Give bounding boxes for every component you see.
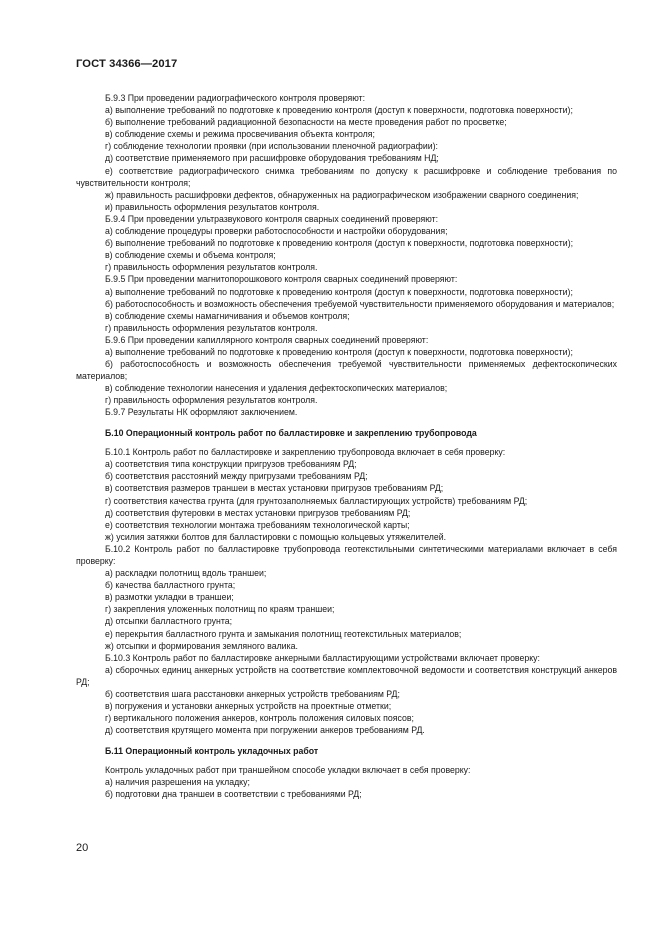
paragraph: г) соблюдение технологии проявки (при использовании пленочной радиографии): <box>105 141 438 152</box>
paragraph: в) погружения и установки анкерных устройств на проектные отметки; <box>105 701 392 712</box>
paragraph: Б.9.6 При проведении капиллярного контроля сварных соединений проверяют: <box>105 334 429 345</box>
paragraph: Б.10.2 Контроль работ по балластировке трубопровода геотекстильными синтетическими материалами включает в себя проверку: <box>76 543 617 566</box>
paragraph: ж) усилия затяжки болтов для балластировки с помощью кольцевых утяжелителей. <box>105 531 447 542</box>
paragraph: Б.9.7 Результаты НК оформляют заключением. <box>105 407 298 418</box>
paragraph: Б.9.4 При проведении ультразвукового контроля сварных соединений проверяют: <box>105 213 439 224</box>
section-heading: Б.10 Операционный контроль работ по балластировке и закреплению трубопровода <box>105 428 477 439</box>
document-body <box>76 92 617 800</box>
paragraph: а) выполнение требований по подготовке к проведению контроля (доступ к поверхности, подготовка поверхности); <box>105 286 573 297</box>
paragraph: Контроль укладочных работ при траншейном способе укладки включает в себя проверку: <box>105 764 471 775</box>
paragraph: а) выполнение требований по подготовке к проведению контроля (доступ к поверхности, подготовка поверхности); <box>105 105 573 116</box>
paragraph: б) соответствия шага расстановки анкерных устройств требованиям РД; <box>105 689 400 699</box>
paragraph: б) выполнение требований радиационной безопасности на месте проведения работ по просветке; <box>105 117 507 128</box>
paragraph: Б.9.5 При проведении магнитопорошкового контроля сварных соединений проверяют: <box>105 274 458 285</box>
paragraph: е) соответствие радиографического снимка требованиям по допуску к расшифровке и соблюдение требования по чувствительности контроля; <box>76 165 617 188</box>
paragraph: в) соблюдение схемы намагничивания и объемов контроля; <box>105 310 350 321</box>
paragraph: г) правильность оформления результатов контроля. <box>105 395 318 406</box>
paragraph: б) подготовки дна траншеи в соответствии с требованиями РД; <box>105 789 362 800</box>
paragraph: в) соответствия размеров траншеи в местах установки пригрузов требованиям РД; <box>105 483 444 494</box>
paragraph: д) отсыпки балластного грунта; <box>105 616 233 627</box>
paragraph: г) вертикального положения анкеров, контроль положения силовых поясов; <box>105 713 414 724</box>
paragraph: и) правильность оформления результатов контроля. <box>105 201 320 212</box>
paragraph: в) размотки укладки в траншеи; <box>105 592 234 603</box>
paragraph: б) качества балластного грунта; <box>105 580 236 591</box>
paragraph: б) выполнение требований по подготовке к проведению контроля (доступ к поверхности, подготовка поверхности); <box>105 238 574 249</box>
paragraph: г) соответствия качества грунта (для грунтозаполняемых балластирующих устройств) требованиям РД; <box>105 495 528 506</box>
page-number: 20 <box>76 842 89 854</box>
paragraph: ж) отсыпки и формирования земляного валика. <box>105 640 298 651</box>
section-heading: Б.11 Операционный контроль укладочных работ <box>105 745 319 756</box>
paragraph: в) соблюдение схемы и объема контроля; <box>105 250 276 261</box>
paragraph: г) правильность оформления результатов контроля. <box>105 322 318 333</box>
paragraph: г) правильность оформления результатов контроля. <box>105 262 318 273</box>
paragraph: б) соответствия расстояний между пригрузами требованиям РД; <box>105 471 368 482</box>
paragraph: Б.10.3 Контроль работ по балластировке анкерными балластирующими устройствами включает проверку: <box>105 652 540 663</box>
paragraph: б) работоспособность и возможность обеспечения требуемой чувствительности применяемого оборудования и материалов; <box>105 298 615 309</box>
paragraph: ж) правильность расшифровки дефектов, обнаруженных на радиографическом изображении сварного соединения; <box>105 189 579 200</box>
paragraph: е) перекрытия балластного грунта и замыкания полотнищ геотекстильных материалов; <box>105 628 462 639</box>
paragraph: д) соответствия футеровки в местах установки пригрузов требованиям РД; <box>105 507 411 518</box>
paragraph: а) наличия разрешения на укладку; <box>105 777 250 788</box>
paragraph: е) соответствия технологии монтажа требованиям технологической карты; <box>105 519 410 530</box>
paragraph: а) соблюдение процедуры проверки работоспособности и настройки оборудования; <box>105 226 448 237</box>
paragraph: в) соблюдение схемы и режима просвечивания объекта контроля; <box>105 129 375 140</box>
paragraph: д) соответствие применяемого при расшифровке оборудования требованиям НД; <box>105 153 439 164</box>
paragraph: д) соответствия крутящего момента при погружении анкеров требованиям РД. <box>105 725 425 736</box>
paragraph: б) работоспособность и возможность обеспечения требуемой чувствительности применяемых дефектоскопических материалов; <box>76 359 617 382</box>
document-header: ГОСТ 34366—2017 <box>76 58 178 70</box>
paragraph: Б.10.1 Контроль работ по балластировке и закреплению трубопровода включает в себя проверку: <box>105 447 506 458</box>
paragraph: а) соответствия типа конструкции пригрузов требованиям РД; <box>105 459 357 470</box>
paragraph: а) выполнение требований по подготовке к проведению контроля (доступ к поверхности, подготовка поверхности); <box>105 346 573 357</box>
paragraph: в) соблюдение технологии нанесения и удаления дефектоскопических материалов; <box>105 383 448 394</box>
paragraph: г) закрепления уложенных полотнищ по краям траншеи; <box>105 604 335 615</box>
paragraph: а) сборочных единиц анкерных устройств на соответствие комплектовочной ведомости и соответствия конструкций анкеров РД; <box>76 664 617 687</box>
paragraph: Б.9.3 При проведении радиографического контроля проверяют: <box>105 93 366 103</box>
paragraph: а) раскладки полотнищ вдоль траншеи; <box>105 568 267 579</box>
